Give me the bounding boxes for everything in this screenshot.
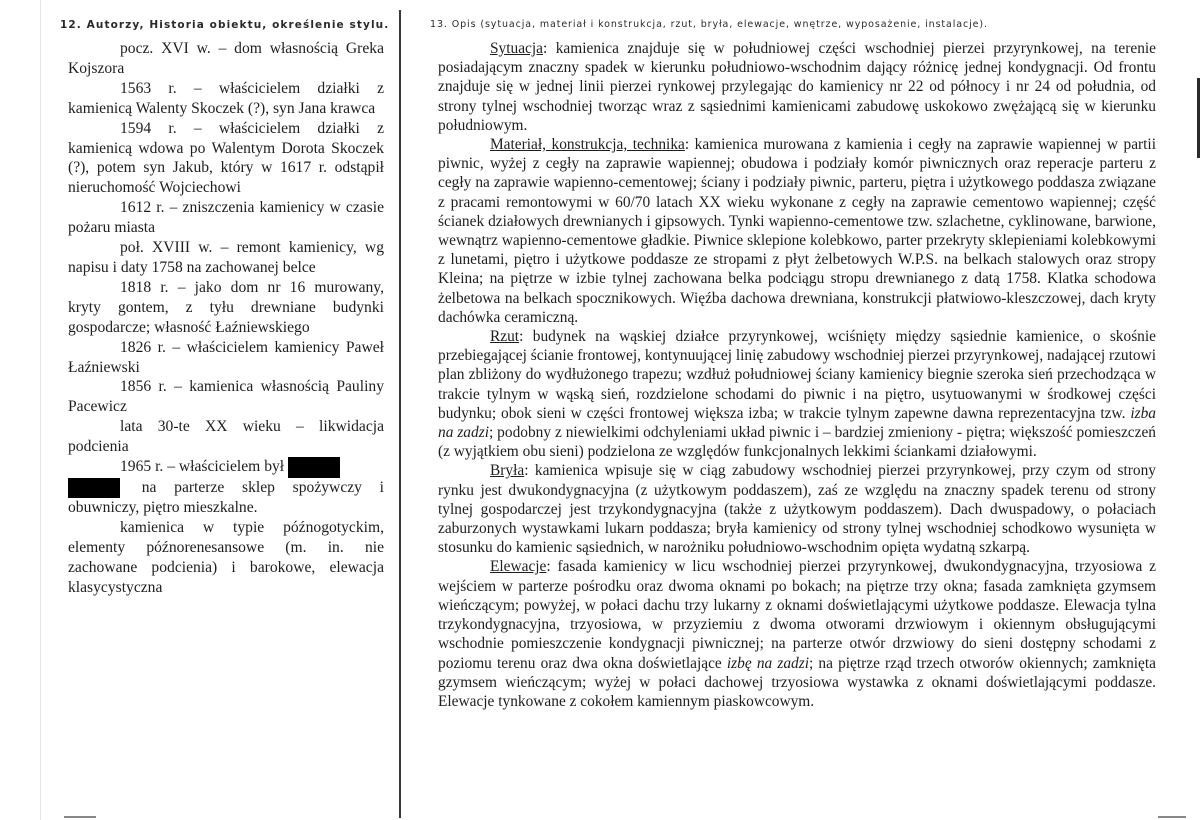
section-text: : budynek na wąskiej działce przyrynkowej, wciśnięty między sąsiednie kamienice, o skośnie przebiegającej ścianie frontowej, kontynuującej linię zabudowy wschodniej pierzei przyrynkowej, nadającej rzutowi plan zbliżony do wydłużonego trapezu; wzdłuż południowej ściany kamienicy biegnie szeroka sień przechodząca w trakcie tylnym w wąską sień, rozdzielone schodami do piwnic i na piętro, usytuowanymi w środkowej części budynku; obok sieni w części frontowej większa izba; w trakcie tylnym zapewne dawna reprezentacyjna tzw. — [438, 328, 1156, 422]
history-entry: 1826 r. – właścicielem kamienicy Paweł Łaźniewski — [68, 338, 384, 376]
scan-edge — [40, 0, 41, 820]
section-text: : kamienica murowana z kamienia i cegły na zaprawie wapiennej w partii piwnic, wyżej z cegły na zaprawie wapiennej; obudowa i podziały komór piwnicznych oraz reperacje parteru z cegły na zaprawie wapienno-cementowej; ściany i podziały piwnic, parteru, piętra i użytkowego poddasza związane z pracami remontowymi w 60/70 latach XX wieku wykonane z cegły na zaprawie cementowo wapiennej; część ścianek działowych drewnianych i gipsowych. Tynki wapienno-cementowe tzw. szlachetne, cyklinowane, barwione, wewnątrz wapienno-cementowe gładkie. Piwnice sklepione kolebkowo, parter przekryty sklepieniami kolebkowymi z lunetami, piętro i użytkowe poddasze ze stropami z płyt żelbetowych W.P.S. na belkach stalowych oraz stropy Kleina; na piętrze w izbie tylnej zachowana belka podciągu stropu drewnianego z datą 1758. Klatka schodowa żelbetowa na belkach spocznikowych. Więźba dachowa drewniana, konstrukcji płatwiowo-kleszczowej, dach kryty dachówka ceramiczną. — [438, 136, 1156, 326]
section-text: : kamienica wpisuje się w ciąg zabudowy wschodniej pierzei przyrynkowej, przy czym od strony rynku jest dwukondygnacyjna (z użytkowym poddaszem), zaś ze względu na znaczny spadek terenu od strony tylnej gospodarczej jest trzykondygnacyjna (także z użytkowym poddaszem). Dach dwuspadowy, o połaciach zaburzonych wystawkami lukarn poddasza; bryła kamienicy od strony tylnej wschodniej schodkowo wysunięta w stosunku do kamienic sąsiednich, w narożniku południowo-wschodnim opięta wydatną szkarpą. — [438, 462, 1156, 557]
history-entry: poł. XVIII w. – remont kamienicy, wg napisu i daty 1758 na zachowanej belce — [68, 239, 384, 276]
section-material — [438, 135, 1156, 327]
style-entry: kamienica w typie późnogotyckim, elementy późnorenesansowe (m. in. nie zachowane podcienia) i barokowe, elewacja klasycystyczna — [68, 519, 384, 597]
section-massing — [438, 461, 1156, 557]
section-text: ; podobny z niewielkimi odchyleniami układ piwnic i – bardziej zmieniony - piętra; większość pomieszczeń (z wyjątkiem obu sieni) podzielona ze względów funkcjonalnych lekkimi ściankami działowymi. — [438, 424, 1156, 461]
redaction-block — [288, 457, 340, 478]
entry-1965-text: 1965 r. – właścicielem był — [120, 458, 285, 476]
section-label: Sytuacja — [490, 40, 543, 57]
section-text: ; na piętrze rząd trzech otworów okiennych; zamknięta gzymsem wieńczącym; wyżej w połaci dachowej trzyosiowa wystawka z oknami doświetlającymi poddasze. Elewacje tynkowane z cokołem kamiennym piaskowcowym. — [438, 654, 1156, 710]
section-elevations — [438, 557, 1156, 711]
section-heading-history: 12. Autorzy, Historia obiektu, określenie stylu. — [60, 19, 390, 31]
description-column — [430, 18, 1156, 711]
italic-term: izbę na zadzi — [726, 654, 809, 672]
history-entry: pocz. XVI w. – dom własnością Greka Kojszora — [68, 40, 384, 77]
section-heading-description: 13. Opis (sytuacja, materiał i konstrukcja, rzut, bryła, elewacje, wnętrze, wyposażenie, instalacje). — [430, 19, 988, 30]
section-label: Materiał, konstrukcja, technika — [490, 136, 685, 154]
history-entry: 1612 r. – zniszczenia kamienicy w czasie pożaru miasta — [68, 199, 384, 237]
section-text: : kamienica znajduje się w południowej części wschodniej pierzei przyrynkowej, na terenie posiadającym znaczny spadek w kierunku południowo-wschodnim dający różnicę jednej kondygnacji. Od frontu znajduje się w jednej linii pierzei rynkowej przylegając do kamienicy nr 22 od północy i nr 24 od południa, od strony tylnej wschodniej tworząc wraz z sąsiednimi kamienicami zabudowę uskokowo zwężającą się w kierunku południowym. — [438, 40, 1156, 134]
column-divider — [399, 10, 401, 818]
section-label: Rzut — [490, 328, 520, 346]
scan-artifact — [64, 816, 96, 818]
section-label: Bryła — [490, 462, 525, 480]
section-plan — [438, 327, 1156, 461]
history-column — [60, 18, 390, 598]
history-entry: lata 30-te XX wieku – likwidacja podcienia — [68, 418, 384, 456]
section-text: : fasada kamienicy w licu wschodniej pierzei przyrynkowej, dwukondygnacyjna, trzyosiowa z wejściem w parterze pośrodku oraz dwoma oknami po bokach; na piętrze trzy okna; fasada zamknięta gzymsem wieńczącym; powyżej, w połaci dachu trzy lukarny z oknami doświetlającymi użytkowe poddasze. Elewacja tylna trzykondygnacyjna, trzyosiowa, w przyziemiu z dwoma otworami drzwiowym i okiennym obsługującymi wschodnie pomieszczenie kondygnacji piwnicznej; na parterze otwór drzwiowy do sieni dostępny schodami z poziomu terenu oraz dwa okna doświetlające — [438, 558, 1156, 672]
italic-term: izba na zadzi — [438, 404, 1156, 442]
redaction-block — [68, 478, 120, 498]
section-label: Elewacje — [490, 558, 547, 576]
history-entry: 1563 r. – właścicielem działki z kamienicą Walenty Skoczek (?), syn Jana krawca — [68, 79, 384, 117]
section-situation — [438, 39, 1156, 135]
scan-artifact — [1158, 816, 1186, 818]
entry-1965-continuation: na parterze sklep spożywczy i obuwniczy, piętro mieszkalne. — [68, 479, 384, 517]
history-entry: 1818 r. – jako dom nr 16 murowany, kryty gontem, z tyłu drewniane budynki gospodarcze; własność Łaźniewskiego — [68, 278, 384, 336]
history-entry-1965 — [68, 457, 384, 518]
history-entry: 1594 r. – właścicielem działki z kamienicą wdowa po Walentym Dorota Skoczek (?), potem syn Jakub, który w 1617 r. odstąpił nieruchomość Wojciechowi — [68, 119, 384, 197]
history-entry: 1856 r. – kamienica własnością Pauliny Pacewicz — [68, 378, 384, 416]
